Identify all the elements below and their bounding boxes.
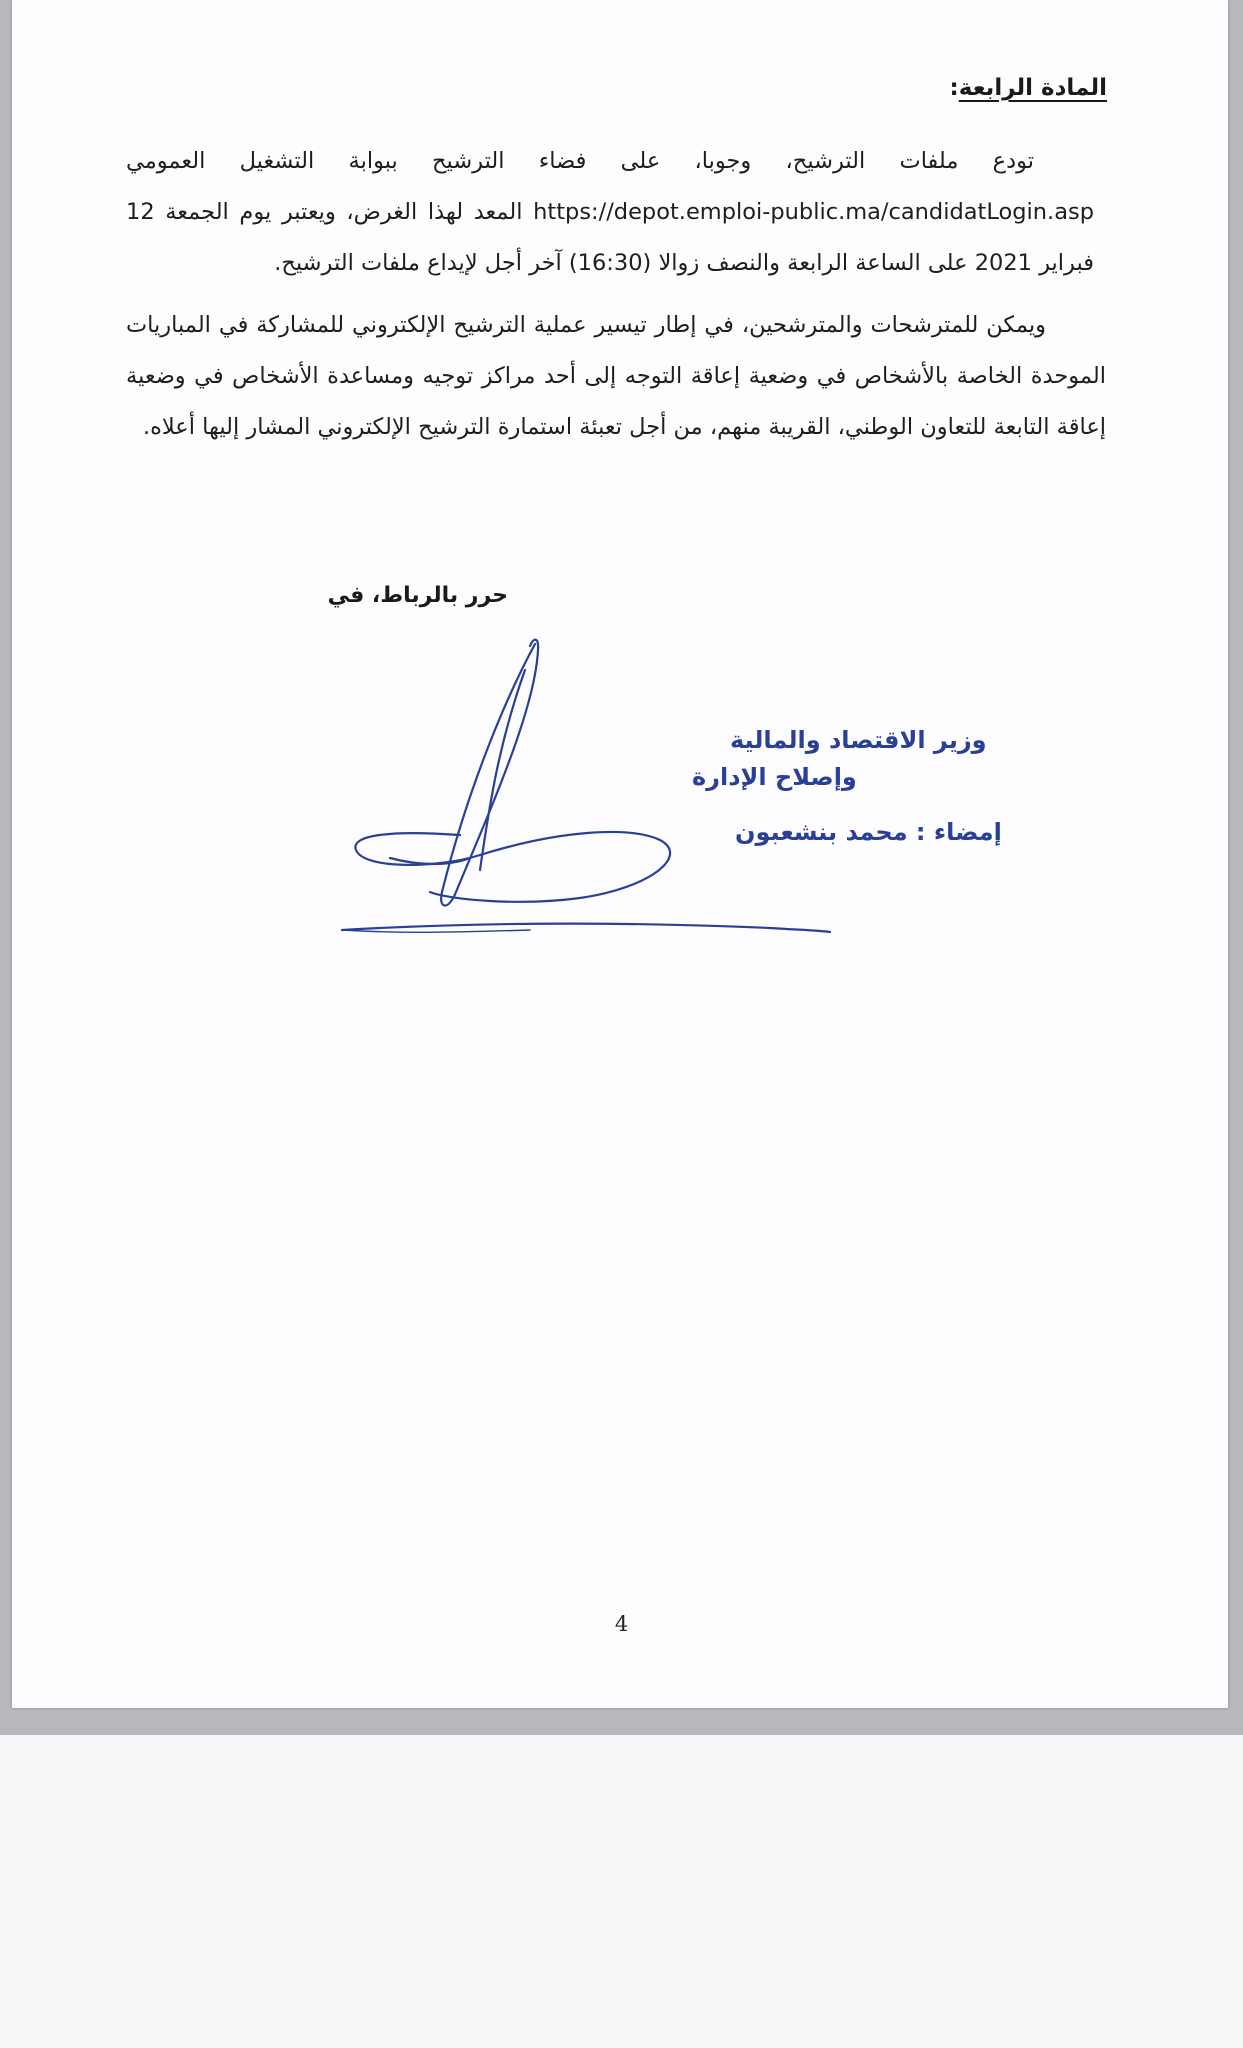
viewer-background [0,1735,1243,2048]
paragraph-submission-deadline: المعد لهذا الغرض، ويعتبر يوم الجمعة 12 فبراير 2021 على الساعة الرابعة والنصف زوالا (16:30) آخر أجل لإيداع ملفات الترشيح. [126,199,1094,276]
article-heading-text: المادة الرابعة [958,75,1107,101]
article-heading [950,75,1107,101]
article-heading-colon: : [949,75,959,101]
place-date-line: حرر بالرباط، في [327,583,508,608]
paragraph-assistance: ويمكن للمترشحات والمترشحين، في إطار تيسير عملية الترشيح الإلكتروني للمشاركة في المباريات الموحدة الخاصة بالأشخاص في وضعية إعاقة التوجه إلى أحد مراكز توجيه ومساعدة الأشخاص في وضعية إعاقة التابعة للتعاون الوطني، القريبة منهم، من أجل تعبئة استمارة الترشيح الإلكتروني المشار إليها أعلاه. [126,312,1106,440]
stamp-signed-name: إمضاء : محمد بنشعبون [735,818,1002,846]
stamp-minister-title: وزير الاقتصاد والمالية [730,726,987,754]
paragraph-submission [126,136,1094,289]
page-number: 4 [614,1612,629,1636]
minister-signature-stamp [330,630,1002,950]
paragraph-submission-intro: تودع ملفات الترشيح، وجوبا، على فضاء الترشيح ببوابة التشغيل العمومي [126,148,1034,174]
stamp-ministry-subtitle: وإصلاح الإدارة [692,763,857,791]
candidature-url: https://depot.emploi-public.ma/candidatLogin.asp [533,199,1094,225]
